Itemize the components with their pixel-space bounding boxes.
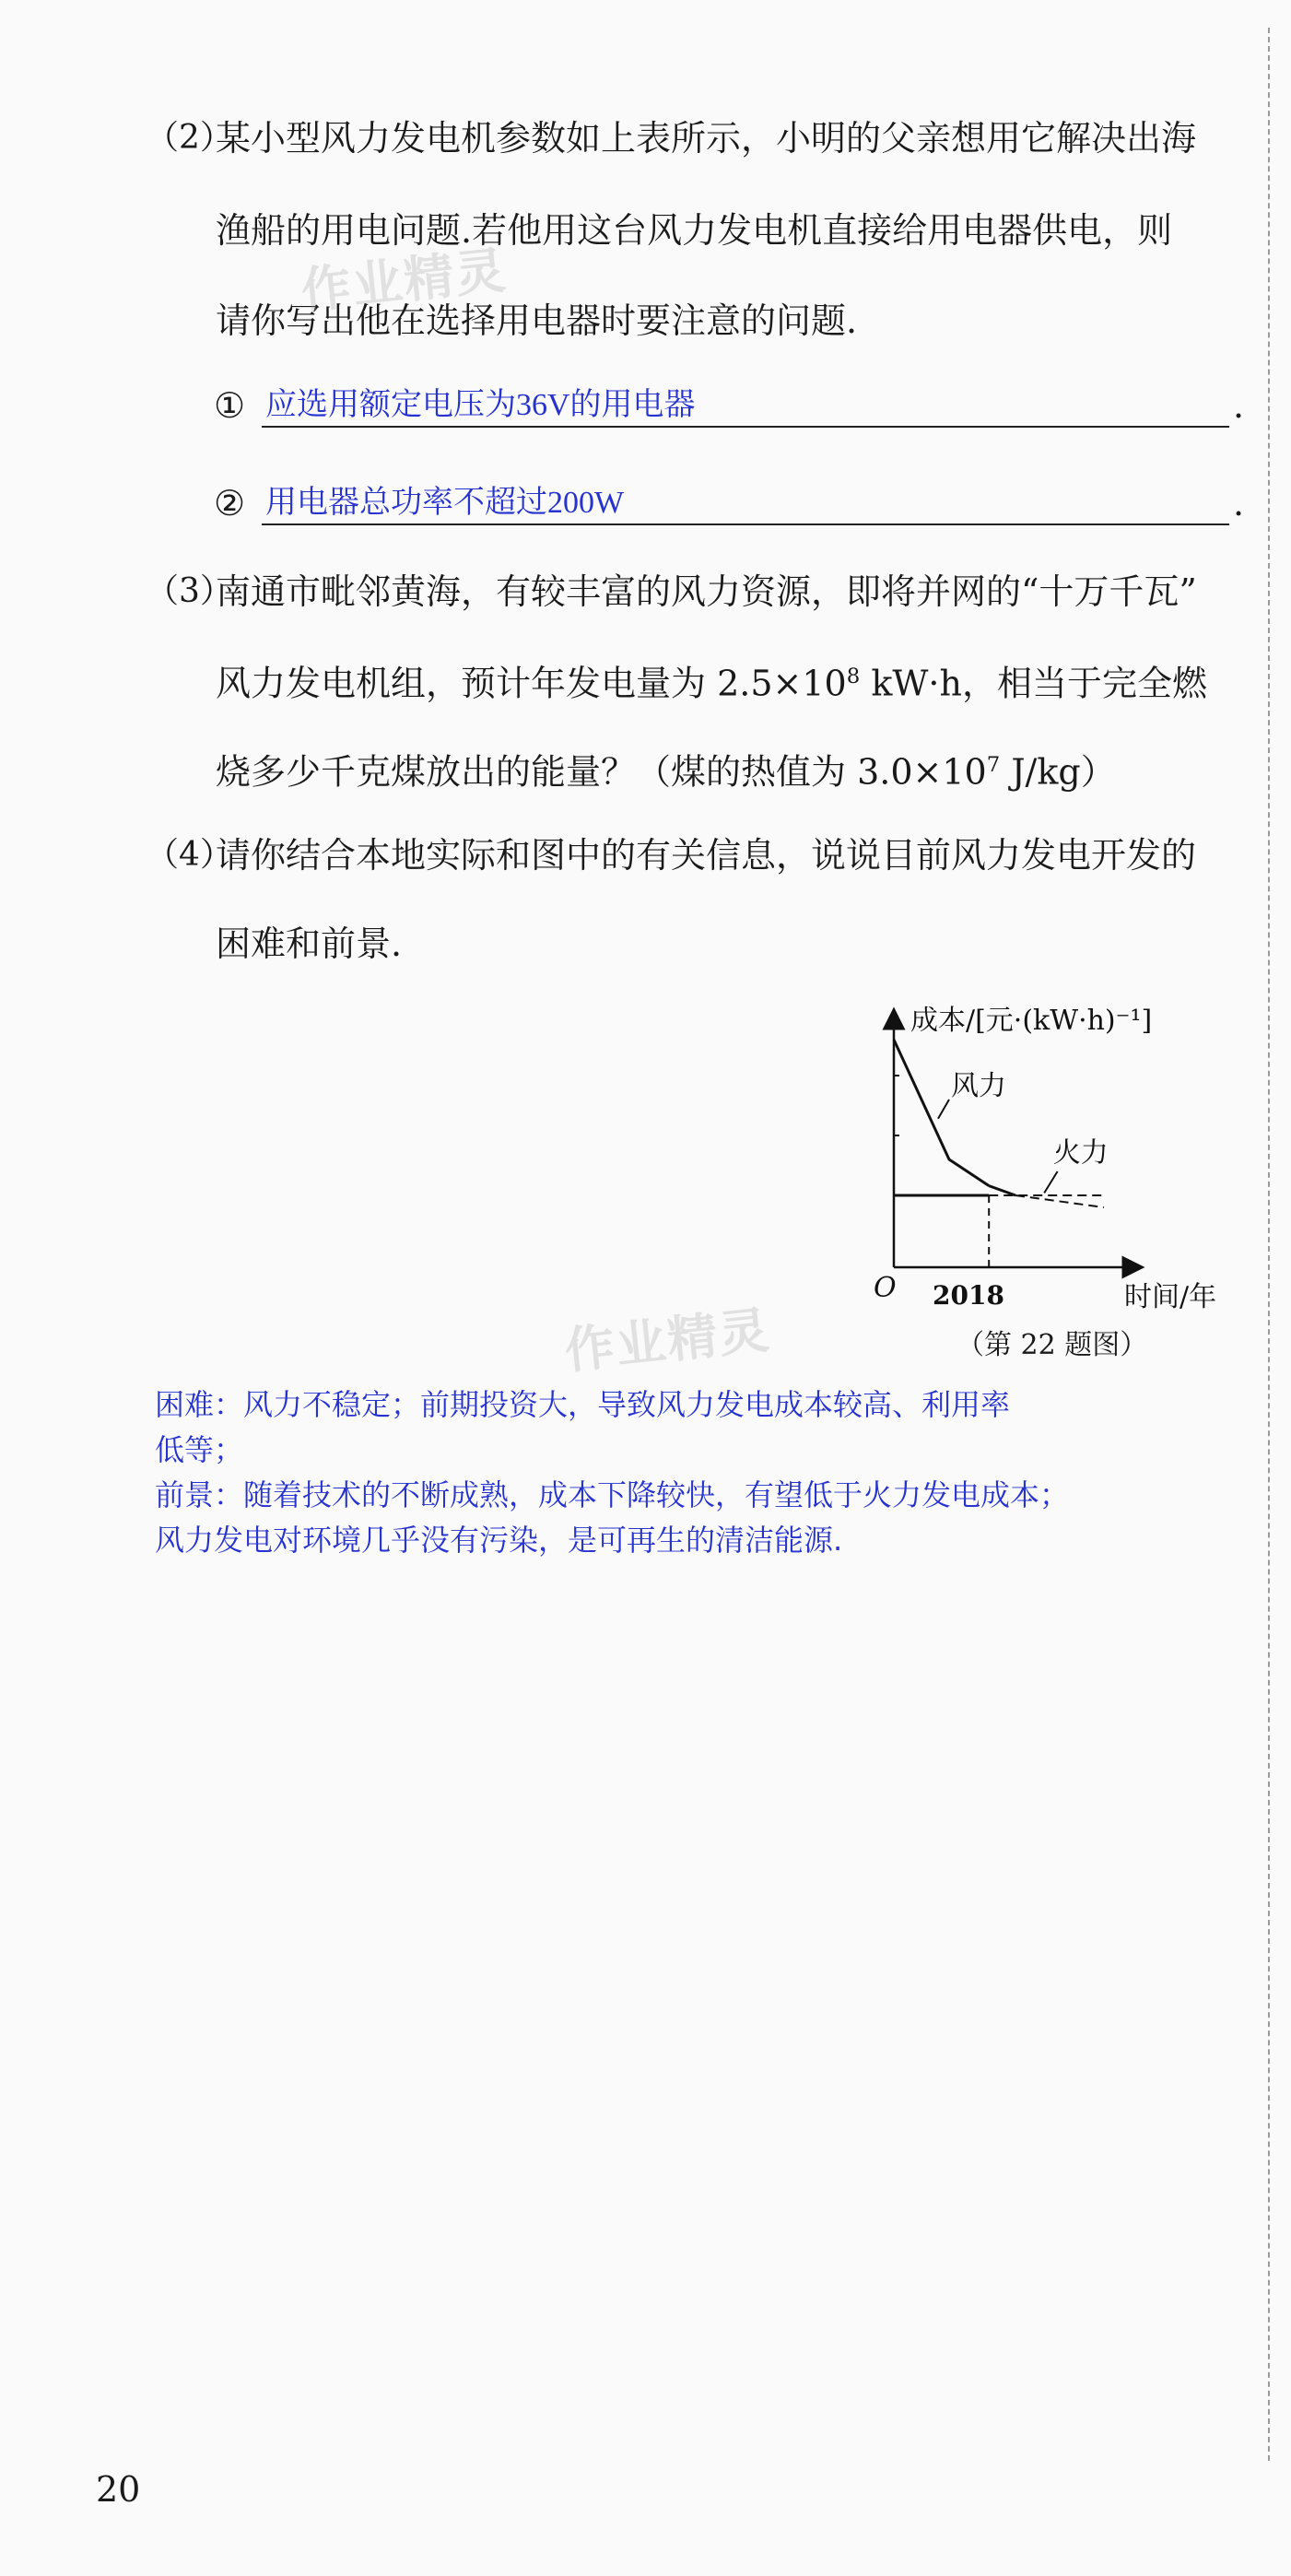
q2-answer-1 [214, 382, 1245, 437]
y-axis-label: 成本/[元·(kW·h)⁻¹] [910, 1005, 1153, 1037]
series-leader-fengli [938, 1100, 949, 1119]
answer-underline [262, 523, 1229, 525]
q3-number: （3） [146, 572, 233, 610]
figure-caption: （第 22 题图） [957, 1329, 1148, 1361]
exponent: 8 [846, 665, 861, 688]
q2-answer-1-text: 应选用额定电压为36V的用电器 [265, 388, 696, 422]
series-label-fengli: 风力 [951, 1069, 1006, 1102]
answer-q4-line-3: 前景：随着技术的不断成熟，成本下降较快，有望低于火力发电成本； [155, 1477, 1070, 1512]
answer-period: . [1233, 385, 1245, 426]
answer-period: . [1233, 483, 1245, 523]
exponent: 7 [986, 753, 1001, 777]
right-dashed-rule [1268, 28, 1270, 2461]
q2-answer-2 [214, 479, 1245, 535]
x-axis-label: 时间/年 [1124, 1281, 1217, 1313]
q3-line-1: 南通市毗邻黄海，有较丰富的风力资源，即将并网的“十万千瓦” [216, 571, 1197, 612]
q4-line-1: 请你结合本地实际和图中的有关信息，说说目前风力发电开发的 [216, 835, 1197, 876]
series-leader-huoli [1044, 1171, 1057, 1193]
cost-chart [857, 1000, 1244, 1313]
x-tick-2018: 2018 [933, 1280, 1004, 1311]
q4-number: （4） [146, 836, 233, 874]
circled-two-marker: ② [214, 483, 246, 523]
q2-line-1: 某小型风力发电机参数如上表所示，小明的父亲想用它解决出海 [216, 118, 1197, 159]
q2-answer-2-text: 用电器总功率不超过200W [265, 486, 625, 520]
answer-q4-line-2: 低等； [155, 1432, 244, 1467]
series-label-huoli: 火力 [1052, 1136, 1109, 1170]
q3-line-2: 风力发电机组，预计年发电量为 $2.5\times 10^8$ kW·h，相当于完全燃 [216, 663, 1207, 704]
q4-line-2: 困难和前景. [216, 923, 403, 964]
page-number: 20 [96, 2469, 141, 2510]
watermark-logo: 作业精灵 [298, 241, 511, 321]
series-line-fengli-dashed [1015, 1195, 1104, 1207]
q2-line-3: 请你写出他在选择用电器时要注意的问题. [216, 300, 858, 341]
q2-number: （2） [146, 119, 233, 157]
answer-q4-line-1: 困难：风力不稳定；前期投资大，导致风力发电成本较高、利用率 [155, 1387, 1011, 1422]
answer-underline [262, 426, 1229, 428]
origin-label: O [874, 1272, 897, 1304]
q3-line-3: 烧多少千克煤放出的能量？（煤的热值为 $3.0\times 10^7$ J/kg） [216, 751, 1116, 793]
watermark-logo: 作业精灵 [561, 1300, 774, 1381]
q2-line-2: 渔船的用电问题.若他用这台风力发电机直接给用电器供电，则 [216, 210, 1173, 251]
circled-one-marker: ① [214, 385, 246, 426]
answer-q4-line-4: 风力发电对环境几乎没有污染，是可再生的清洁能源. [155, 1523, 843, 1558]
series-line-fengli-solid-tail [989, 1186, 1015, 1195]
